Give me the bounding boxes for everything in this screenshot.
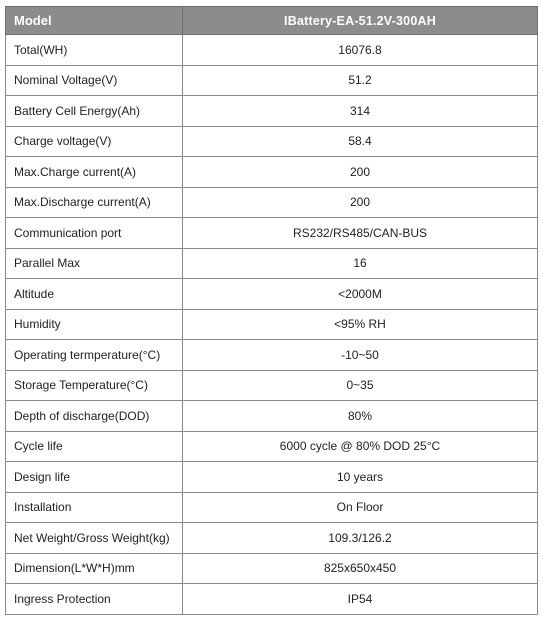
row-label: Communication port — [6, 218, 183, 249]
row-value: 80% — [183, 401, 538, 432]
row-label: Operating termperature(°C) — [6, 340, 183, 371]
row-value: <95% RH — [183, 309, 538, 340]
row-value: IP54 — [183, 584, 538, 615]
row-label: Max.Discharge current(A) — [6, 187, 183, 218]
table-row — [6, 157, 538, 188]
table-row — [6, 584, 538, 615]
row-label: Net Weight/Gross Weight(kg) — [6, 523, 183, 554]
row-value: 51.2 — [183, 65, 538, 96]
row-label: Nominal Voltage(V) — [6, 65, 183, 96]
row-value: 16076.8 — [183, 35, 538, 66]
row-value: 200 — [183, 157, 538, 188]
row-value: 200 — [183, 187, 538, 218]
table-row — [6, 187, 538, 218]
table-row — [6, 370, 538, 401]
row-value: 16 — [183, 248, 538, 279]
row-value: 109.3/126.2 — [183, 523, 538, 554]
row-value: -10~50 — [183, 340, 538, 371]
table-row — [6, 553, 538, 584]
table-row — [6, 309, 538, 340]
table-row — [6, 340, 538, 371]
row-label: Parallel Max — [6, 248, 183, 279]
table-row — [6, 523, 538, 554]
row-value: RS232/RS485/CAN-BUS — [183, 218, 538, 249]
spec-table — [5, 6, 538, 615]
row-label: Storage Temperature(°C) — [6, 370, 183, 401]
table-header-row — [6, 7, 538, 35]
row-label: Depth of discharge(DOD) — [6, 401, 183, 432]
table-row — [6, 401, 538, 432]
row-value: <2000M — [183, 279, 538, 310]
table-row — [6, 431, 538, 462]
table-row — [6, 462, 538, 493]
row-value: 6000 cycle @ 80% DOD 25°C — [183, 431, 538, 462]
row-label: Humidity — [6, 309, 183, 340]
row-label: Ingress Protection — [6, 584, 183, 615]
row-value: 825x650x450 — [183, 553, 538, 584]
row-label: Max.Charge current(A) — [6, 157, 183, 188]
row-value: 0~35 — [183, 370, 538, 401]
table-row — [6, 126, 538, 157]
table-row — [6, 492, 538, 523]
header-label: Model — [6, 7, 183, 35]
row-value: 10 years — [183, 462, 538, 493]
table-row — [6, 96, 538, 127]
row-label: Cycle life — [6, 431, 183, 462]
row-label: Battery Cell Energy(Ah) — [6, 96, 183, 127]
row-value: 58.4 — [183, 126, 538, 157]
row-label: Total(WH) — [6, 35, 183, 66]
table-row — [6, 248, 538, 279]
row-value: 314 — [183, 96, 538, 127]
row-label: Charge voltage(V) — [6, 126, 183, 157]
row-value: On Floor — [183, 492, 538, 523]
table-row — [6, 218, 538, 249]
row-label: Design life — [6, 462, 183, 493]
table-row — [6, 35, 538, 66]
table-row — [6, 279, 538, 310]
row-label: Altitude — [6, 279, 183, 310]
header-model-value: IBattery-EA-51.2V-300AH — [183, 7, 538, 35]
row-label: Dimension(L*W*H)mm — [6, 553, 183, 584]
row-label: Installation — [6, 492, 183, 523]
table-row — [6, 65, 538, 96]
